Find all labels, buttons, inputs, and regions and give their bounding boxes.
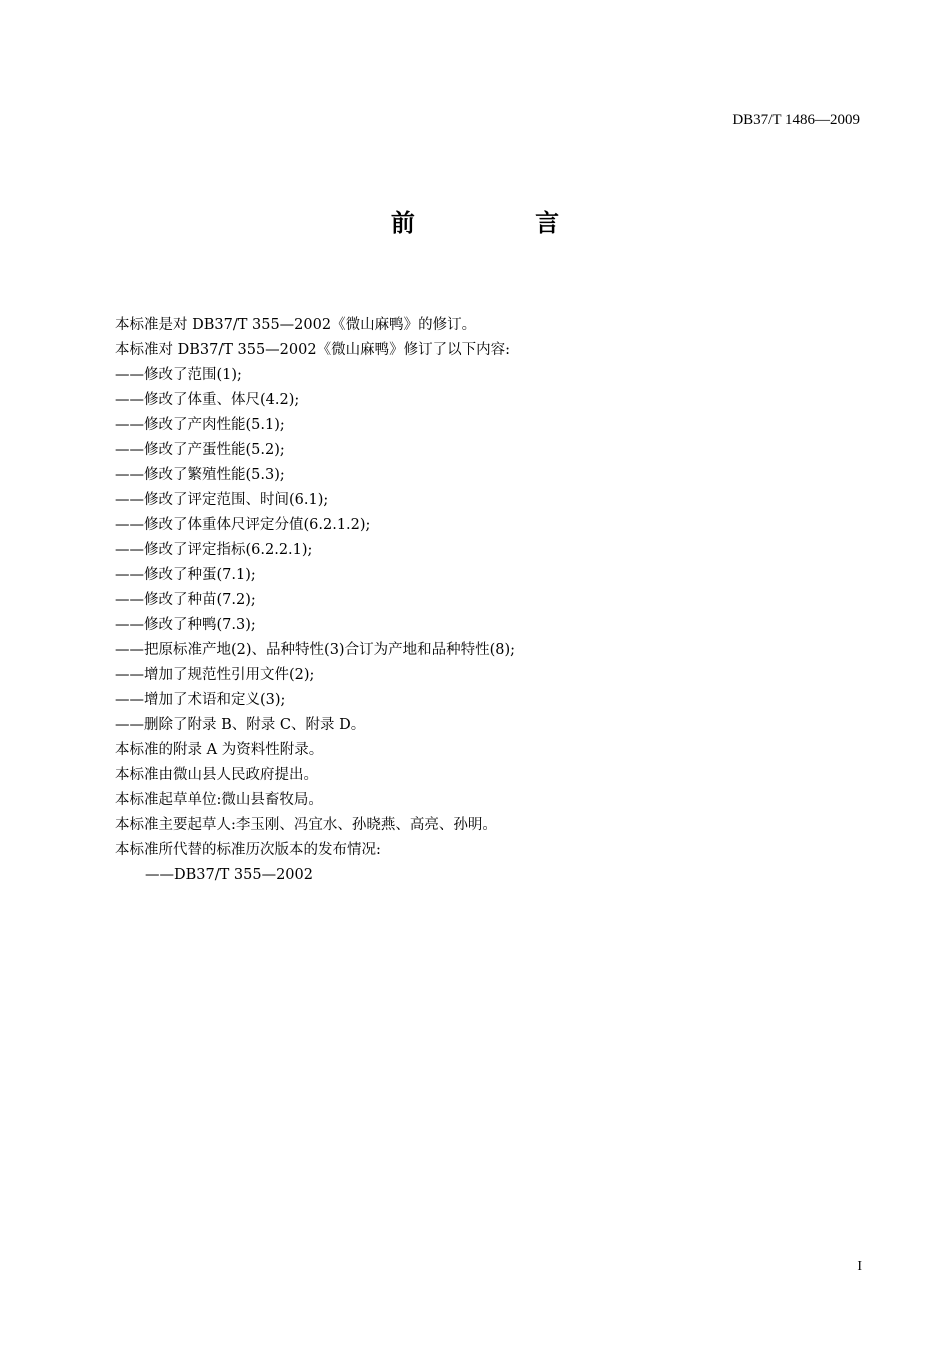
- foreword-body: [115, 313, 875, 888]
- revision-item: ——修改了产蛋性能(5.2);: [115, 442, 285, 458]
- revision-item: ——增加了规范性引用文件(2);: [115, 667, 315, 683]
- page-title: 前 言: [390, 208, 616, 237]
- revision-item: ——把原标准产地(2)、品种特性(3)合订为产地和品种特性(8);: [115, 642, 516, 658]
- body-line: 本标准起草单位:微山县畜牧局。: [115, 792, 323, 808]
- body-line: 本标准所代替的标准历次版本的发布情况:: [115, 842, 381, 858]
- page-number: I: [857, 1259, 862, 1274]
- body-line: 本标准主要起草人:李玉刚、冯宜水、孙晓燕、高亮、孙明。: [115, 817, 497, 833]
- revision-item: ——修改了产肉性能(5.1);: [115, 417, 285, 433]
- revision-item: ——修改了体重、体尺(4.2);: [115, 392, 300, 408]
- body-line: 本标准对 DB37/T 355—2002《微山麻鸭》修订了以下内容:: [115, 342, 510, 358]
- revision-item: ——修改了种蛋(7.1);: [115, 567, 256, 583]
- body-line: 本标准由微山县人民政府提出。: [115, 767, 318, 783]
- body-line: 本标准的附录 A 为资料性附录。: [115, 742, 324, 758]
- history-entry: ——DB37/T 355—2002: [145, 867, 313, 883]
- revision-item: ——增加了术语和定义(3);: [115, 692, 286, 708]
- revision-item: ——修改了繁殖性能(5.3);: [115, 467, 285, 483]
- revision-item: ——删除了附录 B、附录 C、附录 D。: [115, 717, 366, 733]
- revision-item: ——修改了评定指标(6.2.2.1);: [115, 542, 313, 558]
- revision-item: ——修改了种鸭(7.3);: [115, 617, 256, 633]
- revision-item: ——修改了范围(1);: [115, 367, 242, 383]
- standard-number: DB37/T 1486—2009: [732, 112, 860, 128]
- revision-item: ——修改了体重体尺评定分值(6.2.1.2);: [115, 517, 371, 533]
- body-line: 本标准是对 DB37/T 355—2002《微山麻鸭》的修订。: [115, 317, 477, 333]
- revision-item: ——修改了种苗(7.2);: [115, 592, 256, 608]
- revision-item: ——修改了评定范围、时间(6.1);: [115, 492, 329, 508]
